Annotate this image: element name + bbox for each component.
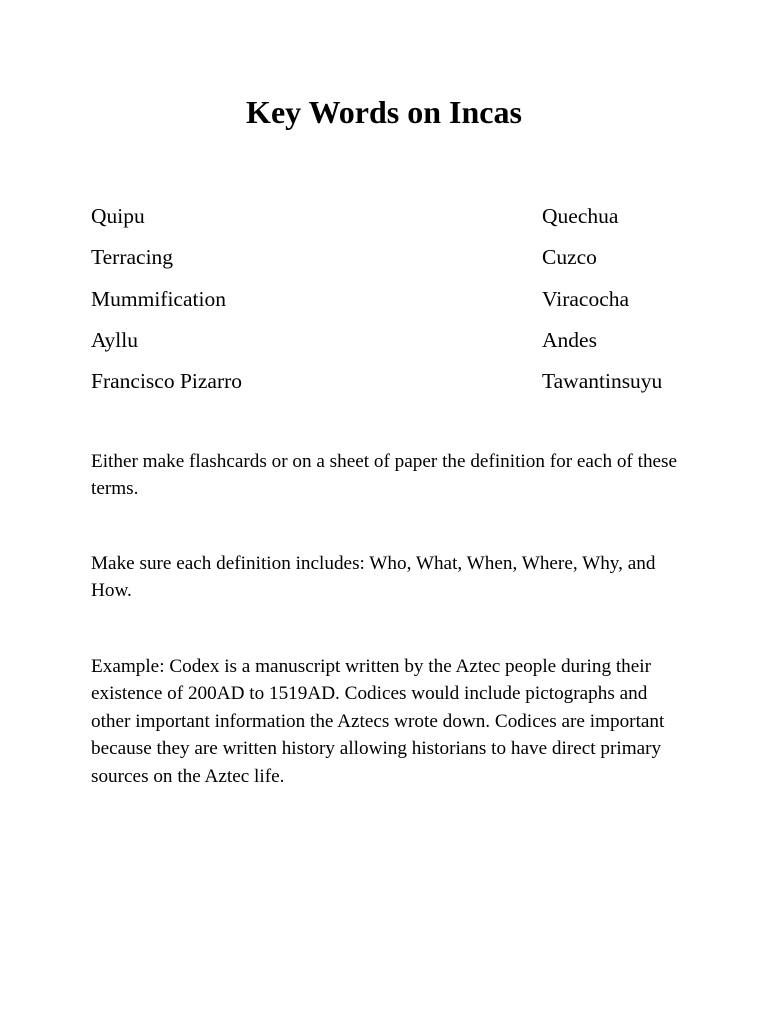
term-right: Quechua [542, 204, 619, 228]
instruction-paragraph: Either make flashcards or on a sheet of paper the definition for each of these terms. [91, 451, 678, 500]
term-left: Quipu [91, 204, 145, 228]
term-left: Francisco Pizarro [91, 369, 243, 394]
term-row [91, 198, 691, 239]
term-right: Andes [542, 327, 597, 352]
term-row [91, 363, 691, 404]
term-list [91, 198, 691, 404]
example-paragraph: Example: Codex is a manuscript written by the Aztec people during their existence of 200AD to 1519AD. Codices would include pictographs and other important information the Aztecs wrote down. Codices are important because they are written history allowing historians to have direct primary sources on the Aztec life. [91, 656, 665, 787]
term-left: Ayllu [91, 327, 138, 352]
term-right: Tawantinsuyu [542, 369, 663, 394]
term-row [91, 322, 691, 363]
term-left: Terracing [91, 245, 174, 270]
term-row [91, 281, 691, 322]
term-left: Mummification [91, 286, 226, 311]
term-right: Cuzco [542, 245, 597, 270]
requirements-paragraph: Make sure each definition includes: Who, What, When, Where, Why, and How. [91, 553, 656, 602]
page-title: Key Words on Incas [246, 94, 522, 130]
term-right: Viracocha [542, 286, 630, 311]
term-row [91, 239, 691, 280]
